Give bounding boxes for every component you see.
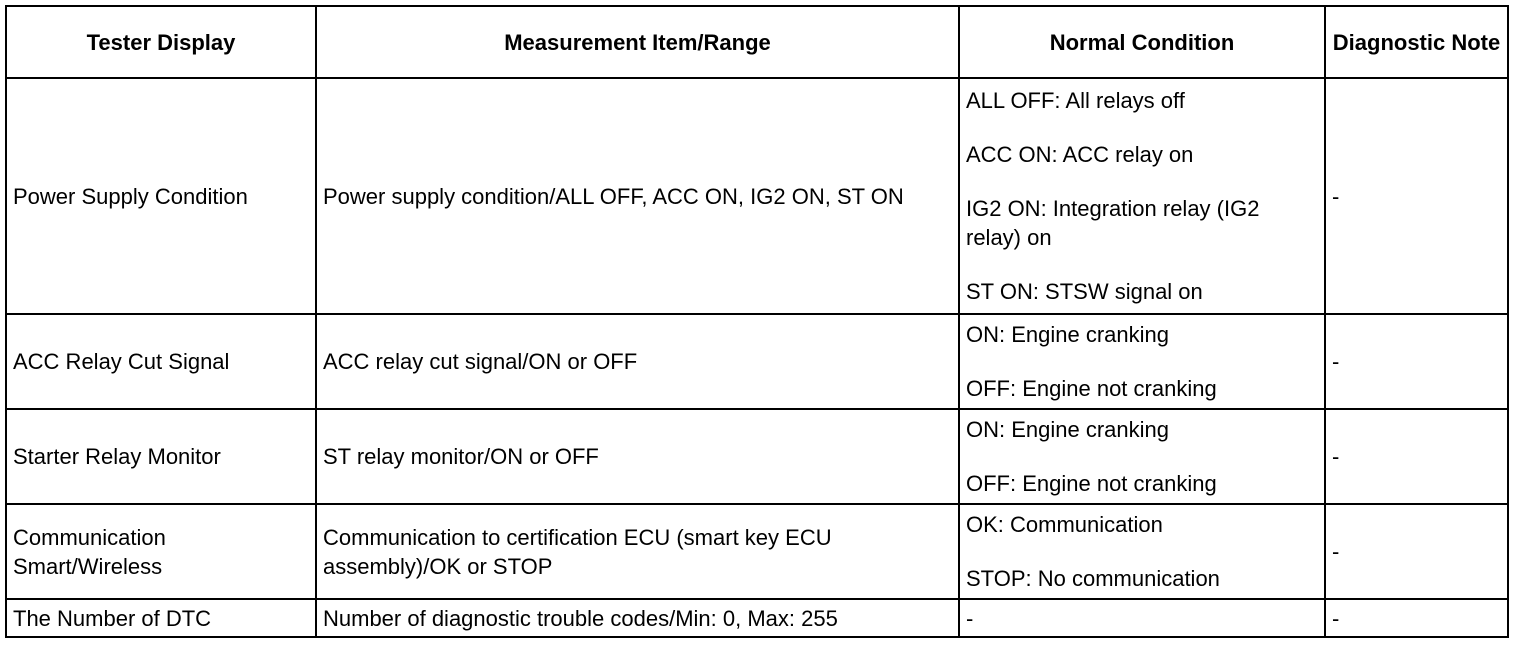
normal-condition-cell	[959, 599, 1325, 637]
condition-line: OFF: Engine not cranking	[966, 471, 1217, 496]
table-row	[6, 504, 1508, 599]
condition-line: OFF: Engine not cranking	[966, 376, 1217, 401]
normal-condition-cell	[959, 409, 1325, 504]
header-diagnostic-note: Diagnostic Note	[1325, 6, 1508, 78]
diagnostic-note-cell: -	[1325, 78, 1508, 314]
normal-condition-cell	[959, 78, 1325, 314]
measurement-cell: ACC relay cut signal/ON or OFF	[316, 314, 959, 409]
table-row	[6, 409, 1508, 504]
measurement-cell: Communication to certification ECU (smart key ECU assembly)/OK or STOP	[316, 504, 959, 599]
condition-line: ON: Engine cranking	[966, 322, 1169, 347]
diagnostic-note-cell: -	[1325, 314, 1508, 409]
diagnostic-note-cell: -	[1325, 504, 1508, 599]
measurement-cell: Power supply condition/ALL OFF, ACC ON, IG2 ON, ST ON	[316, 78, 959, 314]
measurement-cell: Number of diagnostic trouble codes/Min: 0, Max: 255	[316, 599, 959, 637]
header-row	[6, 6, 1508, 78]
tester-display-cell: ACC Relay Cut Signal	[6, 314, 316, 409]
condition-line: ACC ON: ACC relay on	[966, 142, 1194, 167]
tester-display-cell: Starter Relay Monitor	[6, 409, 316, 504]
diagnostic-note-cell: -	[1325, 599, 1508, 637]
tester-display-cell: Communication Smart/Wireless	[6, 504, 316, 599]
normal-condition-cell	[959, 504, 1325, 599]
header-normal-condition: Normal Condition	[959, 6, 1325, 78]
tester-display-cell: Power Supply Condition	[6, 78, 316, 314]
condition-line: ST ON: STSW signal on	[966, 279, 1203, 304]
measurement-cell: ST relay monitor/ON or OFF	[316, 409, 959, 504]
table-row	[6, 314, 1508, 409]
header-tester-display: Tester Display	[6, 6, 316, 78]
condition-line: ALL OFF: All relays off	[966, 88, 1185, 113]
condition-line: -	[966, 605, 974, 631]
normal-condition-cell	[959, 314, 1325, 409]
condition-line: ON: Engine cranking	[966, 417, 1169, 442]
condition-line: IG2 ON: Integration relay (IG2 relay) on	[966, 196, 1260, 250]
condition-line: OK: Communication	[966, 512, 1163, 537]
diagnostic-note-cell: -	[1325, 409, 1508, 504]
data-list-table	[5, 5, 1509, 638]
tester-display-cell: The Number of DTC	[6, 599, 316, 637]
header-measurement-item: Measurement Item/Range	[316, 6, 959, 78]
table-row	[6, 599, 1508, 637]
condition-line: STOP: No communication	[966, 566, 1220, 591]
table-row	[6, 78, 1508, 314]
